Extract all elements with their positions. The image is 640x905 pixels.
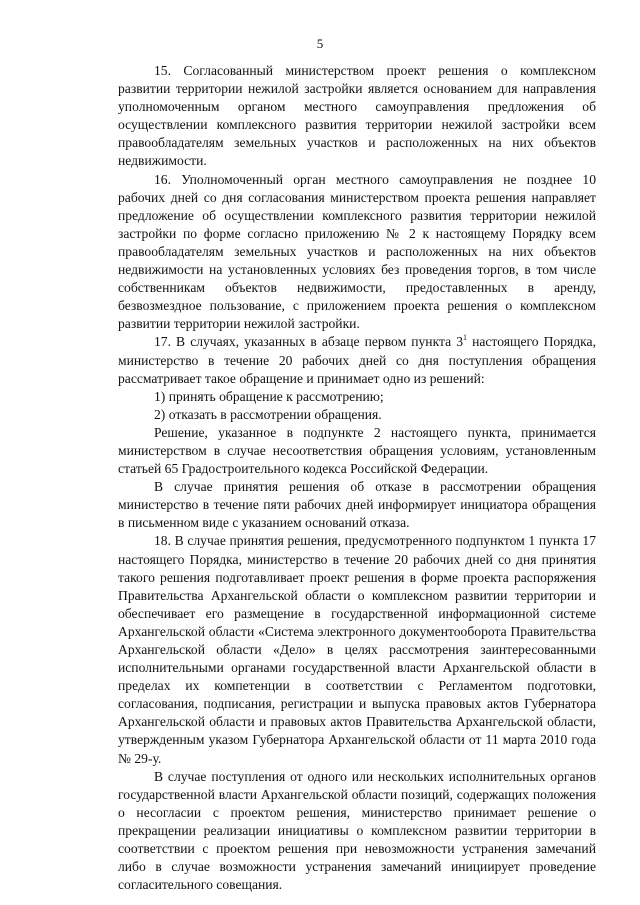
paragraph-16: 16. Уполномоченный орган местного самоуправления не позднее 10 рабочих дней со дня согласования министерством проекта решения направляет предложение об осуществлении комплексного развития территории нежилой застройки по форме согласно приложению № 2 к настоящему Порядку всем правообладателям земельных участков и расположенных на них объектов недвижимости на установленных условиях без проведения торгов, в том числе собственникам объектов недвижимости, предоставленных в аренду, безвозмездное пользование, с приложением проекта решения о комплексном развитии территории нежилой застройки. [118, 171, 596, 332]
paragraph-17-lead: 17. В случаях, указанных в абзаце первом пункта 3 [154, 334, 464, 350]
superscript-footnote-mark: 1 [463, 332, 468, 342]
paragraph-decision: Решение, указанное в подпункте 2 настоящего пункта, принимается министерством в случае несоответствия обращения условиям, установленным статьей 65 Градостроительного кодекса Российской Федерации. [118, 424, 596, 477]
paragraph-refusal: В случае принятия решения об отказе в рассмотрении обращения министерство в течение пяти рабочих дней информирует инициатора обращения в письменном виде с указанием оснований отказа. [118, 479, 596, 531]
paragraph-17 [118, 333, 596, 387]
paragraph-disagreement: В случае поступления от одного или нескольких исполнительных органов государственной власти Архангельской области позиций, содержащих положения о несогласии с проектом решения, министерство принимает решение о прекращении реализации инициативы о комплексном развитии территории в соответствии с проектом решения при невозможности устранения замечаний либо в случае возможности устранения замечаний инициирует проведение согласительного совещания. [118, 768, 596, 893]
subitem-1: 1) принять обращение к рассмотрению; [154, 388, 384, 404]
paragraph-17-rest: настоящего Порядка, министерство в течение 20 рабочих дней со дня поступления обращения рассматривает такое обращение и принимает одно из решений: [118, 334, 596, 386]
page-number: 5 [316, 36, 324, 51]
paragraph-15: 15. Согласованный министерством проект решения о комплексном развитии территории нежилой застройки является основанием для направления уполномоченным органом местного самоуправления предложения об осуществлении комплексного развития территории нежилой застройки всем правообладателям земельных участков и расположенных на них объектов недвижимости. [118, 63, 596, 169]
subitem-2: 2) отказать в рассмотрении обращения. [154, 406, 382, 422]
document-body [118, 62, 596, 894]
paragraph-18: 18. В случае принятия решения, предусмотренного подпунктом 1 пункта 17 настоящего Порядка, министерство в течение 20 рабочих дней со дня принятия такого решения подготавливает проект решения в форме проекта распоряжения Правительства Архангельской области о комплексном развитии территории и обеспечивает его размещение в государственной информационной системе Архангельской области «Система электронного документооборота Правительства Архангельской области «Дело» в целях рассмотрения заинтересованными исполнительными органами государственной власти Архангельской области в пределах их компетенции в соответствии с Регламентом подготовки, согласования, подписания, регистрации и выпуска правовых актов Губернатора Архангельской области и правовых актов Правительства Архангельской области, утвержденным указом Губернатора Архангельской области от 11 марта 2010 года № 29-у. [118, 533, 596, 766]
